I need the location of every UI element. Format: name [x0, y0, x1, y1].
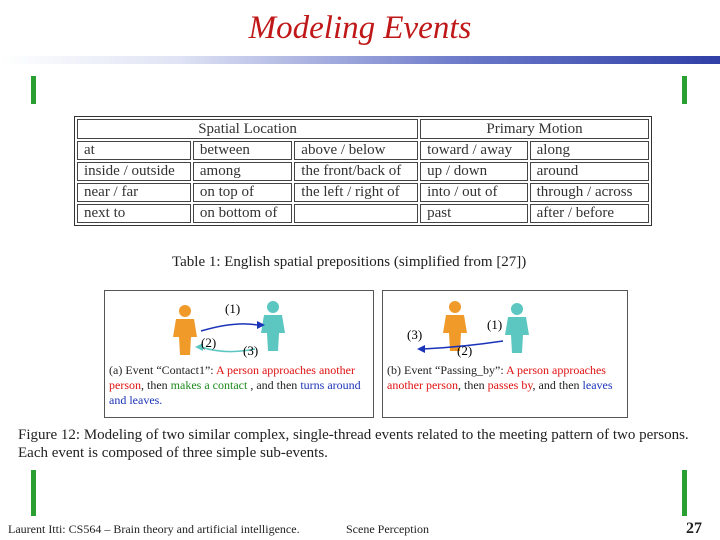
table-row	[77, 162, 649, 181]
table-cell: around	[530, 162, 649, 181]
table-row	[77, 183, 649, 202]
table-cell: between	[193, 141, 292, 160]
panel-b-then2: , and then	[532, 378, 580, 392]
table-cell	[294, 204, 418, 223]
table-cell: after / before	[530, 204, 649, 223]
panel-b-drawing	[383, 291, 627, 417]
figure-caption: Figure 12: Modeling of two similar complex, single-thread events related to the meeting pattern of two persons. Each event is composed of three simple sub-events.	[18, 427, 689, 461]
table-cell: through / across	[530, 183, 649, 202]
panel-b-label-2: (2)	[457, 343, 473, 358]
table-cell: toward / away	[420, 141, 528, 160]
table-cell: the front/back of	[294, 162, 418, 181]
table-caption: Table 1: English spatial prepositions (simplified from [27])	[172, 254, 527, 270]
table-cell: inside / outside	[77, 162, 191, 181]
table-cell: along	[530, 141, 649, 160]
footer-course: Laurent Itti: CS564 – Brain theory and artificial intelligence.	[8, 522, 300, 536]
table-cell: above / below	[294, 141, 418, 160]
panel-b-part2: passes by	[487, 378, 533, 392]
table-cell: among	[193, 162, 292, 181]
panel-b-prefix: (b)	[387, 363, 401, 377]
footer-topic: Scene Perception	[346, 522, 429, 536]
panel-b-part1b: another person	[387, 378, 458, 392]
panel-b-label-3: (3)	[407, 327, 423, 342]
panel-a-label-3: (3)	[243, 343, 259, 358]
panel-b-part1: A person approaches	[506, 363, 606, 377]
table-cell: on top of	[193, 183, 292, 202]
table-cell: on bottom of	[193, 204, 292, 223]
table-header-row	[77, 119, 649, 139]
panel-a-description	[109, 363, 371, 408]
prepositions-table	[74, 116, 652, 226]
title-underline	[0, 56, 720, 64]
table-cell: the left / right of	[294, 183, 418, 202]
figure-panel-a	[104, 290, 374, 418]
panel-a-prefix: (a)	[109, 363, 123, 377]
approach-arrow	[201, 324, 257, 331]
table-row	[77, 204, 649, 223]
table-row	[77, 141, 649, 160]
person-teal-icon	[505, 303, 529, 353]
frame-bar-top-left	[31, 76, 36, 104]
frame-bar-bottom-right	[682, 470, 687, 516]
table-header-spatial: Spatial Location	[77, 119, 418, 139]
panel-a-event: Event “Contact1”:	[125, 363, 214, 377]
frame-bar-top-right	[682, 76, 687, 104]
panel-b-description	[387, 363, 625, 393]
table-cell: near / far	[77, 183, 191, 202]
panel-a-label-2: (2)	[201, 335, 217, 350]
table-cell: past	[420, 204, 528, 223]
panel-b-label-1: (1)	[487, 317, 503, 332]
person-teal-icon	[261, 301, 285, 351]
table-cell: at	[77, 141, 191, 160]
panel-a-part3: turns around and leaves.	[109, 378, 361, 407]
panel-a-label-1: (1)	[225, 301, 241, 316]
scanned-figure	[0, 104, 720, 464]
panel-a-part1b: person	[109, 378, 141, 392]
slide-title: Modeling Events	[248, 10, 472, 46]
panel-b-part3: leaves	[582, 378, 613, 392]
panel-a-part1: A person approaches another	[215, 363, 355, 377]
figure-panel-b	[382, 290, 628, 418]
page-number: 27	[686, 520, 702, 537]
panel-a-then1: , then	[141, 378, 168, 392]
panel-b-event: Event “Passing_by”:	[404, 363, 504, 377]
table-cell: next to	[77, 204, 191, 223]
table-header-motion: Primary Motion	[420, 119, 649, 139]
panel-a-then2: , and then	[250, 378, 298, 392]
table-cell: up / down	[420, 162, 528, 181]
table-cell: into / out of	[420, 183, 528, 202]
panel-b-then1: , then	[457, 378, 485, 392]
panel-a-part2: makes a contact	[170, 378, 248, 392]
person-orange-icon	[173, 305, 197, 355]
frame-bar-bottom-left	[31, 470, 36, 516]
